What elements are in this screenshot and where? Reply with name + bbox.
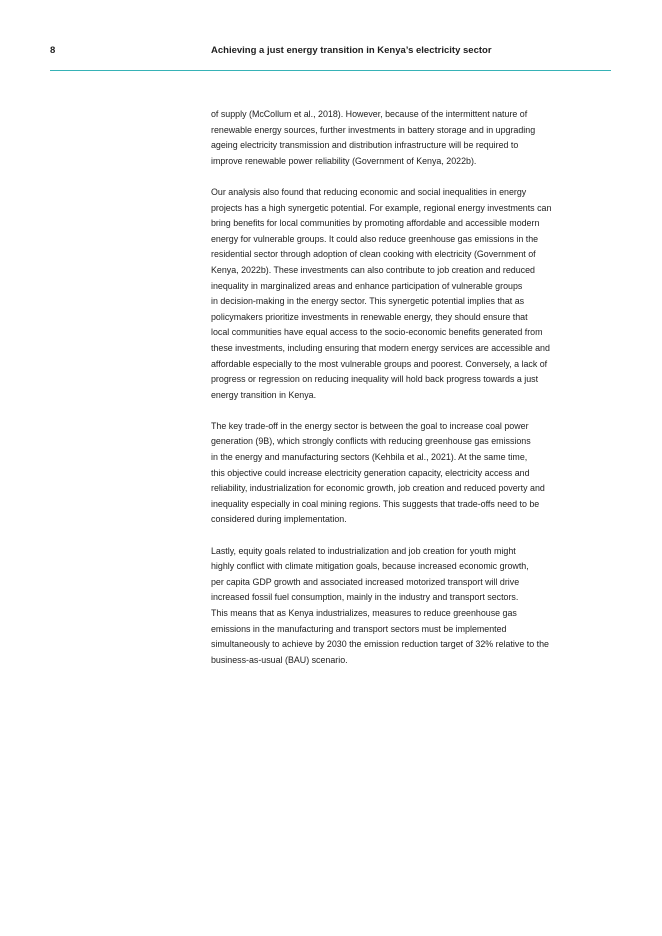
paragraph — [211, 544, 609, 669]
text-line: Our analysis also found that reducing economic and social inequalities in energy — [211, 186, 527, 197]
paragraph — [211, 107, 609, 169]
paragraph — [211, 419, 609, 528]
text-line: highly conflict with climate mitigation goals, because increased economic growth, — [211, 561, 529, 572]
text-line: Lastly, equity goals related to industrialization and job creation for youth might — [211, 545, 516, 556]
text-line: reliability, industrialization for economic growth, job creation and reduced poverty and — [211, 483, 545, 494]
text-line: residential sector through adoption of clean cooking with electricity (Government of — [211, 249, 536, 260]
text-line: generation (9B), which strongly conflicts with reducing greenhouse gas emissions — [211, 436, 531, 447]
text-line: per capita GDP growth and associated increased motorized transport will drive — [211, 576, 520, 587]
text-line: local communities have equal access to the socio-economic benefits generated from — [211, 327, 543, 338]
body-text — [211, 107, 609, 684]
text-line: policymakers prioritize investments in renewable energy, they should ensure that — [211, 311, 528, 322]
text-line: in decision-making in the energy sector. This synergetic potential implies that as — [211, 296, 525, 307]
text-line: projects has a high synergetic potential. For example, regional energy investments can — [211, 202, 552, 213]
text-line: ageing electricity transmission and distribution infrastructure will be required to — [211, 140, 519, 151]
text-line: improve renewable power reliability (Government of Kenya, 2022b). — [211, 155, 477, 166]
text-line: of supply (McCollum et al., 2018). However, because of the intermittent nature of — [211, 109, 528, 119]
text-line: inequality in marginalized areas and enhance participation of vulnerable groups — [211, 280, 523, 291]
page-number: 8 — [50, 45, 56, 56]
text-line: business-as-usual (BAU) scenario. — [211, 654, 348, 665]
text-line: increased fossil fuel consumption, mainly in the industry and transport sectors. — [211, 592, 519, 603]
text-line: inequality especially in coal mining regions. This suggests that trade-offs need to be — [211, 498, 540, 509]
text-line: energy for vulnerable groups. It could also reduce greenhouse gas emissions in the — [211, 233, 539, 244]
text-line: emissions in the manufacturing and transport sectors must be implemented — [211, 623, 507, 634]
text-line: considered during implementation. — [211, 514, 347, 525]
text-line: these investments, including ensuring that modern energy services are accessible and — [211, 342, 550, 353]
header-divider — [50, 70, 611, 71]
text-line: energy transition in Kenya. — [211, 389, 317, 400]
text-line: this objective could increase electricity generation capacity, electricity access and — [211, 467, 530, 478]
text-line: in the energy and manufacturing sectors (Kehbila et al., 2021). At the same time, — [211, 452, 528, 463]
text-line: Kenya, 2022b). These investments can also contribute to job creation and reduced — [211, 264, 535, 275]
paragraph — [211, 185, 609, 403]
page-header — [50, 45, 611, 71]
text-line: bring benefits for local communities by promoting affordable and accessible modern — [211, 218, 540, 229]
text-line: simultaneously to achieve by 2030 the emission reduction target of 32% relative to the — [211, 639, 549, 650]
text-line: The key trade-off in the energy sector is between the goal to increase coal power — [211, 420, 529, 431]
running-title: Achieving a just energy transition in Kenya’s electricity sector — [211, 45, 492, 56]
text-line: This means that as Kenya industrializes, measures to reduce greenhouse gas — [211, 608, 517, 618]
text-line: progress or regression on reducing inequality will hold back progress towards a just — [211, 374, 539, 385]
text-line: affordable especially to the most vulnerable groups and poorest. Conversely, a lack of — [211, 358, 548, 369]
text-line: renewable energy sources, further investments in battery storage and in upgrading — [211, 124, 536, 135]
